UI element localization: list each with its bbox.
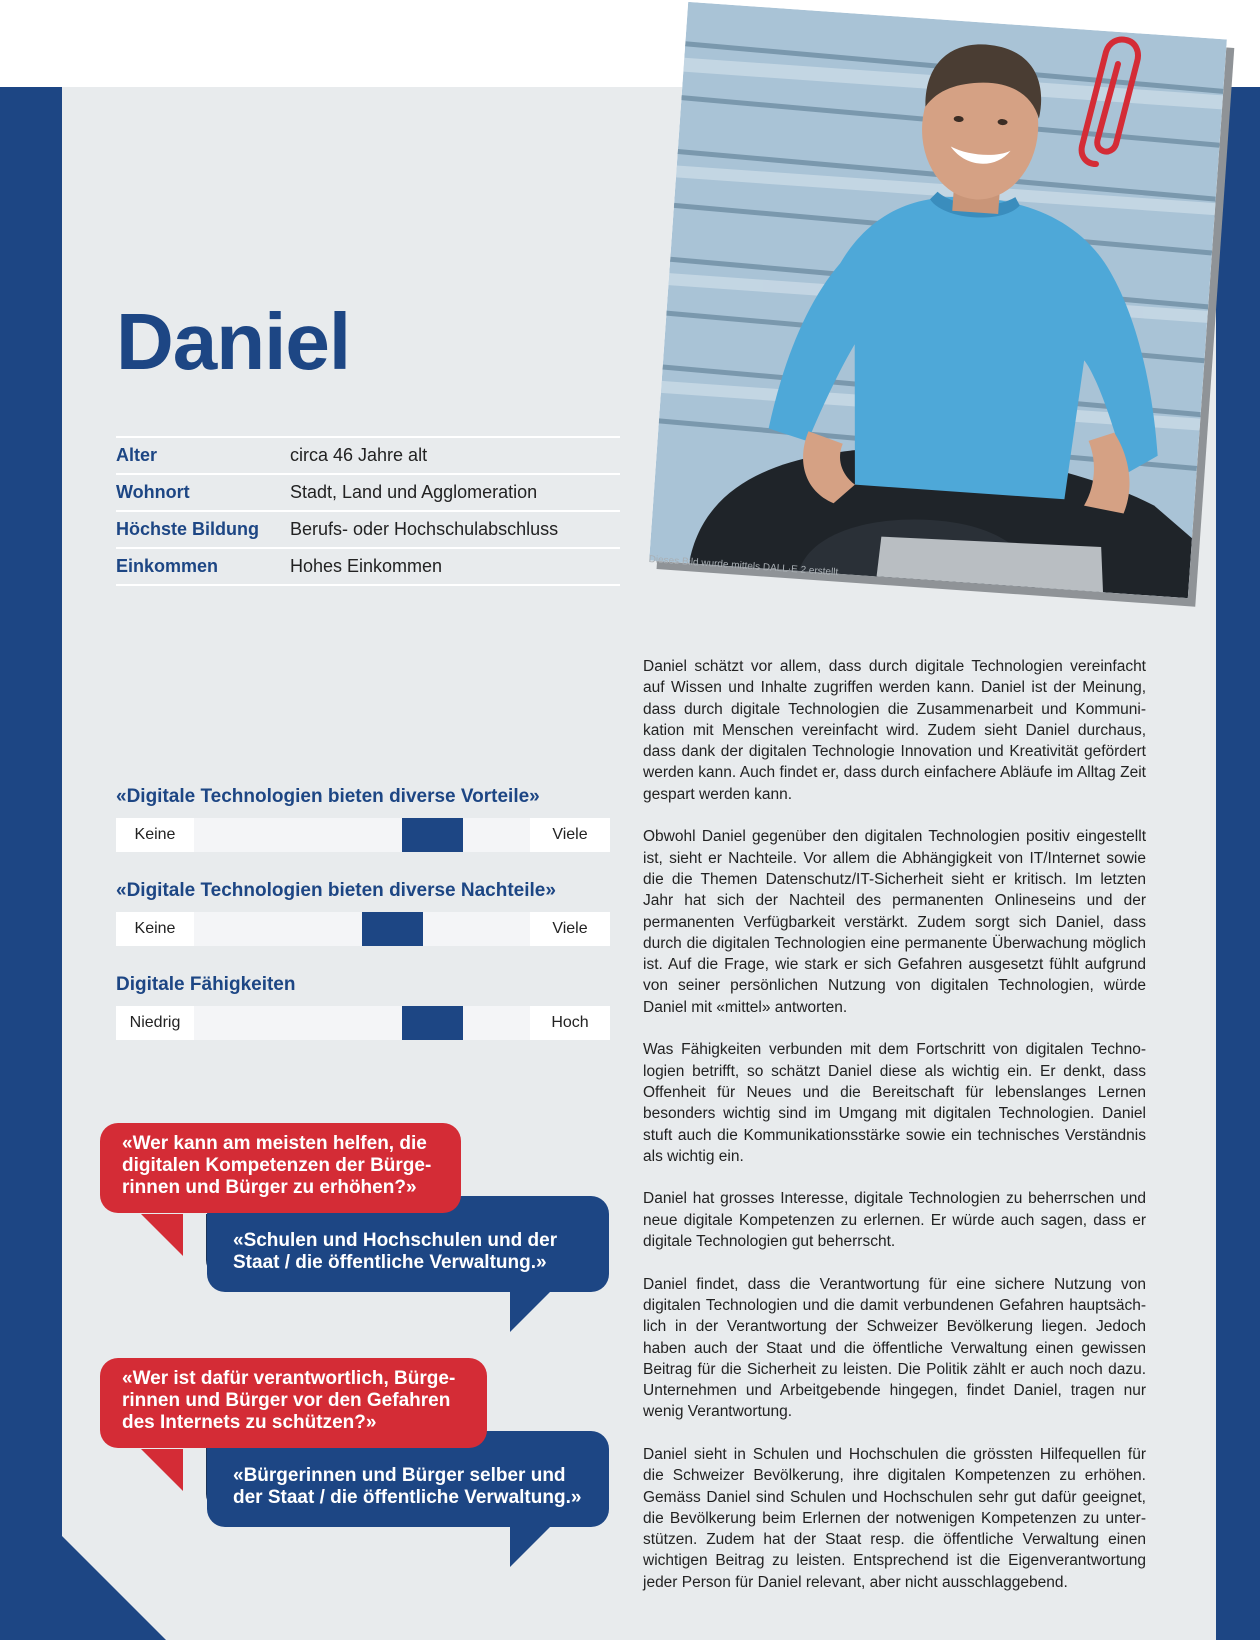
scale-left-label: Niedrig [129,1014,181,1031]
question-bubble-1: «Wer kann am meisten helfen, die digitalen Kompetenzen der Bürgerinnen und Bürger zu erhöhen?» [100,1123,461,1213]
photo-caption: Dieses Bild wurde mittels DALL·E 2 erstellt [648,554,839,579]
fact-row-residence [116,475,620,512]
fact-value: Berufs- oder Hochschulabschluss [290,519,559,539]
corner-triangle [62,1536,166,1640]
scale-right-label: Viele [552,920,588,937]
answer-bubble-1: «Schulen und Hochschulen und der Staat / die öffentliche Verwaltung.» [207,1196,609,1292]
question-bubble-tail [141,1214,183,1256]
scale-marker [402,1006,463,1040]
body-text [643,656,1146,1614]
question-bubble-2: «Wer ist dafür verantwortlich, Bürgerinnen und Bürger vor den Gefahren des Internets zu schützen?» [100,1358,487,1448]
scale-left-label: Keine [134,920,176,937]
persona-name: Daniel [116,297,351,386]
scale-disadvantages [116,912,610,946]
scale-skills [116,1006,610,1040]
scale-title-skills: Digitale Fähigkeiten [116,974,296,995]
body-paragraph: Was Fähigkeiten verbunden mit dem Fortschritt von digitalen Technologien betrifft, so schätzt Daniel diese als wichtig ein. Er denkt, dass Offenheit für Neues und die Bereitschaft für lebenslanges Lernen besonders wichtig sind im Umgang mit digitalen Technologien. Daniel stuft auch die Kommunikationsstärke sowie ein technisches Verständnis als wichtig ein. [643,1041,1146,1165]
question-bubble-tail [141,1449,183,1491]
scale-track [194,912,530,946]
left-blue-band [0,87,62,1640]
body-paragraph: Daniel hat grosses Interesse, digitale Technologien zu beherrschen und neue digitale Kompetenzen zu erlernen. Er würde auch sagen, dass er digitale Technologien gut beherrscht. [643,1190,1146,1251]
fact-label: Wohnort [116,482,190,502]
fact-label: Alter [116,445,158,465]
answer-bubble-tail [510,1525,552,1567]
scale-title-disadvantages: «Digitale Technologien bieten diverse Nachteile» [116,880,556,901]
fact-value: Stadt, Land und Agglomeration [290,482,538,502]
scale-advantages [116,818,610,852]
answer-bubble-2: «Bürgerinnen und Bürger selber und der Staat / die öffentliche Verwaltung.» [207,1431,609,1527]
scale-track [194,818,530,852]
facts-table [116,436,620,586]
fact-label: Einkommen [116,556,219,576]
scale-track [194,1006,530,1040]
scale-marker [402,818,463,852]
body-paragraph: Daniel findet, dass die Verantwortung für eine sichere Nutzung von digitalen Technologien und die damit verbundenen Gefahren hauptsächlich in der Verantwortung der Schweizer Bevölkerung liegen. Jedoch haben auch der Staat und die öffentliche Verwaltung einen gewissen Beitrag für die Sicherheit zu leisten. Die Politik zählt er auch noch dazu. Unternehmen und Arbeitgebende hingegen, findet Daniel, tragen nur wenig Verantwortung. [643,1275,1146,1421]
body-paragraph: Daniel sieht in Schulen und Hochschulen die grössten Hilfequellen für die Schweizer Bevölkerung, ihre digitalen Kompetenzen zu erhöhen. Gemäss Daniel sind Schulen und Hochschulen sehr gut dafür geeignet, die Bevölkerung beim Erlernen der notwenigen Kompetenzen zu unterstützen. Zudem hat der Staat resp. die öffentliche Verwaltung einen wichtigen Beitrag zu leisten. Entsprechend ist die Eigenverantwortung jeder Person für Daniel relevant, aber nicht ausschlaggebend. [643,1445,1146,1591]
scale-right-label: Viele [552,826,588,843]
right-blue-band [1216,87,1260,1640]
fact-value: circa 46 Jahre alt [290,445,428,465]
fact-value: Hohes Einkommen [290,556,443,576]
fact-row-age [116,438,620,475]
fact-row-education [116,512,620,549]
answer-bubble-tail [510,1290,552,1332]
fact-row-income [116,549,620,586]
body-paragraph: Obwohl Daniel gegenüber den digitalen Technologien positiv eingestellt ist, sieht er Nachteile. Vor allem die Abhängigkeit von IT/Internet sowie die die Themen Datenschutz/IT-Sicherheit sieht er kritisch. Im letzten Jahr hat sich der Nachteil des permanenten Onlineseins und der permanenten Verfügbarkeit verstärkt. Zudem sorgt sich Daniel, dass durch die digitalen Technologien eine permanente Überwachung möglich ist. Auf die Frage, wie stark er sich Gefahren ausgesetzt fühlt aufgrund von seiner persönlichen Nutzung von digitalen Technologien, würde Daniel mit «mittel» antworten. [643,828,1146,1016]
scale-title-advantages: «Digitale Technologien bieten diverse Vorteile» [116,786,540,807]
body-paragraph: Daniel schätzt vor allem, dass durch digitale Technologien vereinfacht auf Wissen und Inhalte zugriffen werden kann. Daniel ist der Meinung, dass durch digitale Technologien die Zusammenarbeit und Kommunikation mit Menschen vereinfacht wird. Zudem sieht Daniel durchaus, dass dank der digitalen Technologie Innovation und Kreativität gefördert werden kann. Auch findet er, dass durch einfachere Abläufe im Alltag Zeit gespart werden kann. [643,658,1146,803]
fact-label: Höchste Bildung [116,519,259,539]
scale-right-label: Hoch [551,1014,589,1031]
scale-left-label: Keine [134,826,176,843]
scale-marker [362,912,423,946]
paperclip-icon [1066,36,1146,176]
